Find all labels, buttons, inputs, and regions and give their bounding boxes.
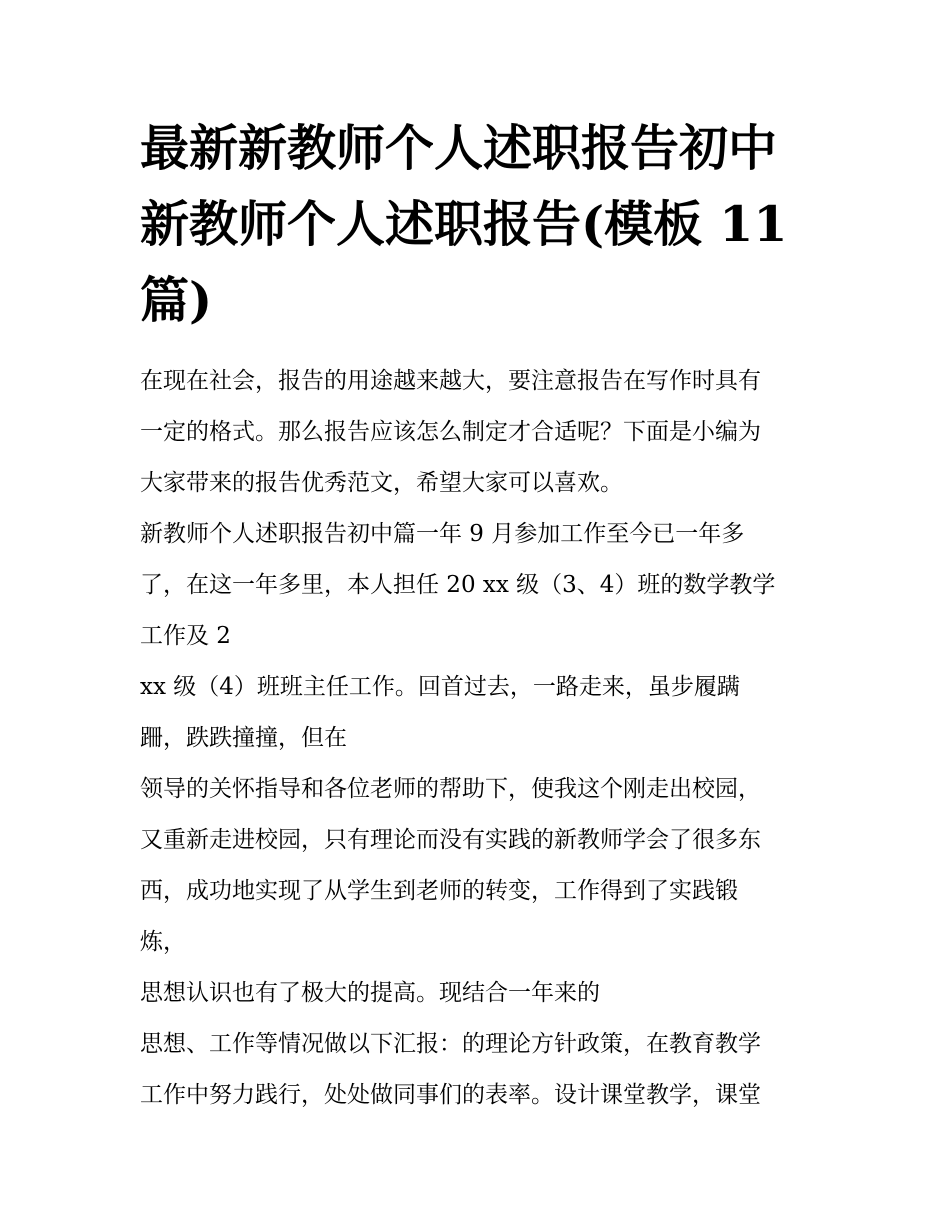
text-line: 大家带来的报告优秀范文，希望大家可以喜欢。 xyxy=(140,470,623,496)
text-line: 新教师个人述职报告初中篇一年 9 月参加工作至今已一年多 xyxy=(140,521,745,547)
text-line: 思想认识也有了极大的提高。现结合一年来的 xyxy=(140,980,600,1006)
text-line: 在现在社会，报告的用途越来越大，要注意报告在写作时具有 xyxy=(140,368,761,394)
text-line: 炼， xyxy=(140,929,186,955)
document-page xyxy=(140,110,820,1121)
body-paragraph xyxy=(140,1019,820,1121)
document-title xyxy=(140,110,820,338)
title-line: 最新新教师个人述职报告初中 xyxy=(140,119,778,177)
text-line: 了，在这一年多里，本人担任 20 xx 级（3、4）班的数学教学 xyxy=(140,572,776,598)
title-line: 篇) xyxy=(140,271,213,329)
text-line: 西，成功地实现了从学生到老师的转变，工作得到了实践锻 xyxy=(140,878,738,904)
text-line: 跚，跌跌撞撞，但在 xyxy=(140,725,347,751)
title-line: 新教师个人述职报告(模板 11 xyxy=(140,195,788,253)
text-line: 工作中努力践行，处处做同事们的表率。设计课堂教学，课堂 xyxy=(140,1082,761,1108)
body-paragraph xyxy=(140,764,820,968)
text-line: 思想、工作等情况做以下汇报：的理论方针政策，在教育教学 xyxy=(140,1031,761,1057)
intro-paragraph xyxy=(140,356,820,509)
text-line: 工作及 2 xyxy=(140,623,231,649)
text-line: 又重新走进校园，只有理论而没有实践的新教师学会了很多东 xyxy=(140,827,761,853)
body-paragraph xyxy=(140,662,820,764)
body-paragraph xyxy=(140,968,820,1019)
body-paragraph xyxy=(140,509,820,662)
text-line: 一定的格式。那么报告应该怎么制定才合适呢？下面是小编为 xyxy=(140,419,761,445)
text-line: 领导的关怀指导和各位老师的帮助下，使我这个刚走出校园， xyxy=(140,776,761,802)
text-line: xx 级（4）班班主任工作。回首过去，一路走来，虽步履蹒 xyxy=(140,674,740,700)
